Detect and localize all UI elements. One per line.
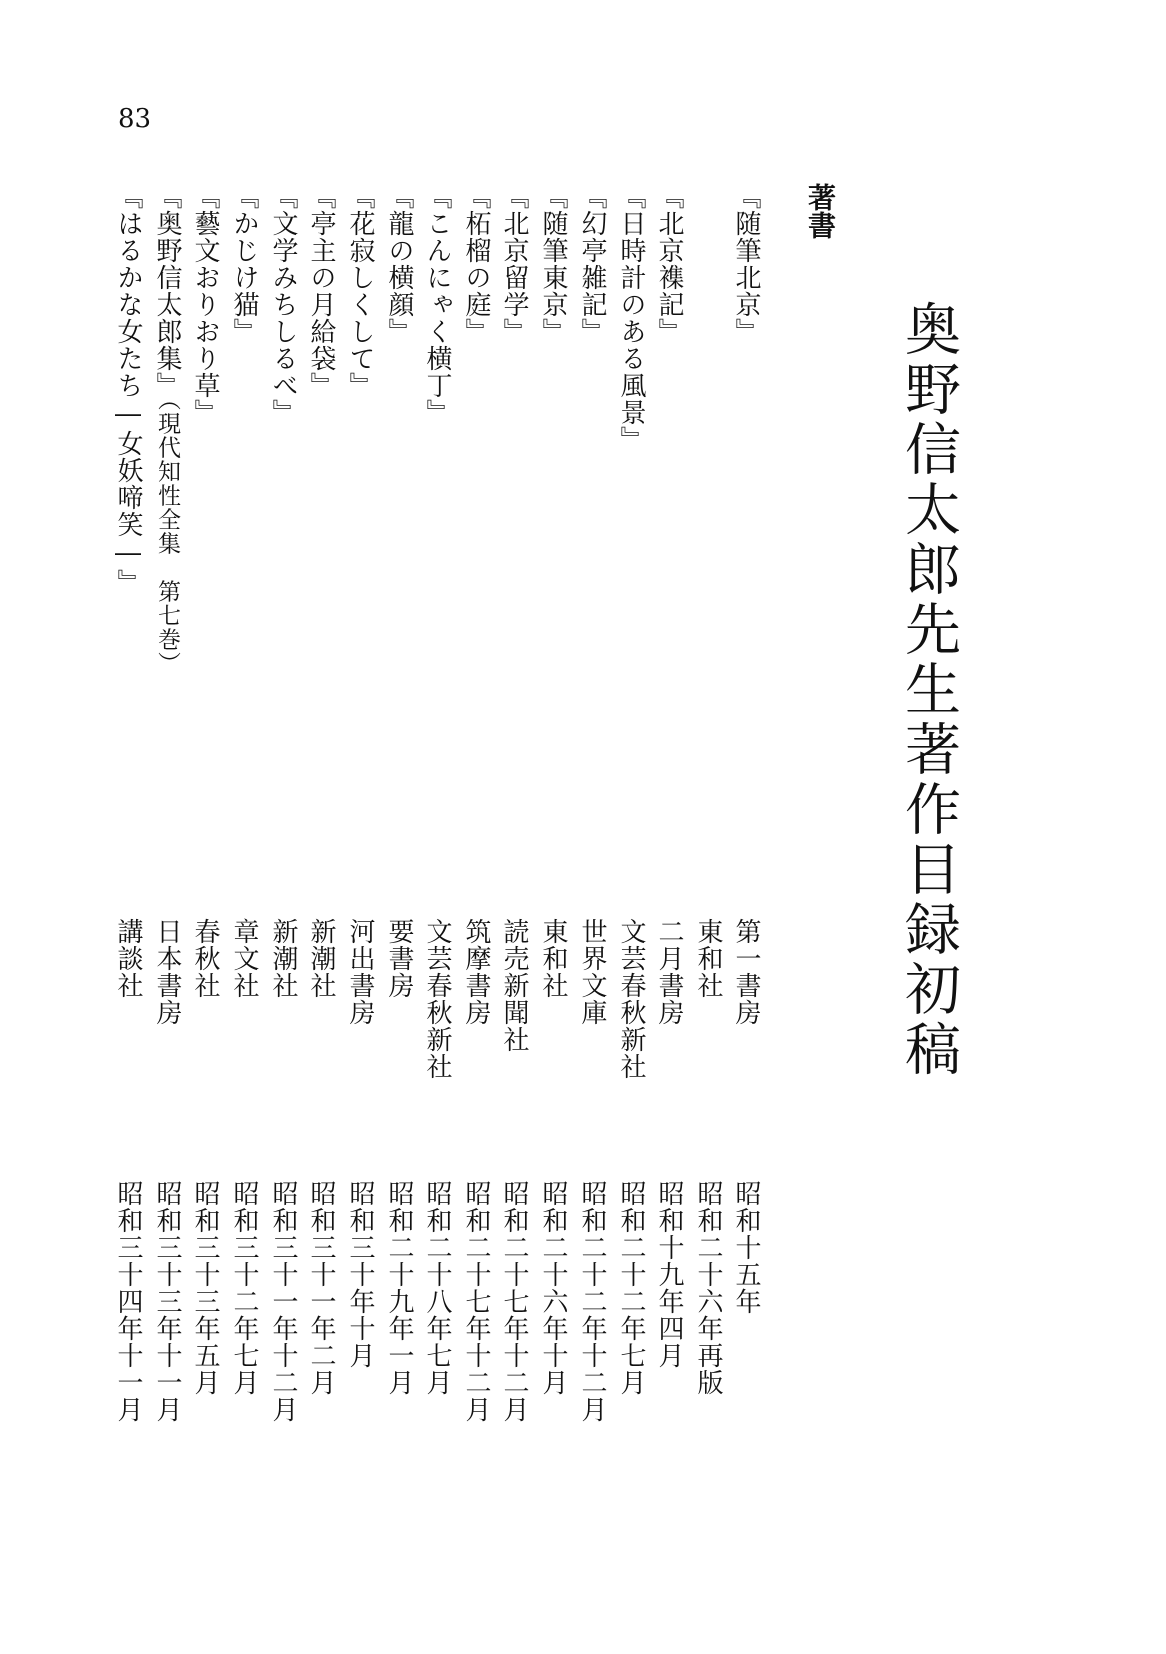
- publication-date: 昭和二十九年一月: [384, 1180, 414, 1396]
- publisher: 講談社: [113, 918, 143, 999]
- bibliography-entry: [192, 183, 236, 1463]
- book-title: 『北京留学』: [499, 183, 529, 345]
- bibliography-entry: [618, 183, 662, 1463]
- page-title: 奥野信太郎先生著作目録初稿: [896, 300, 961, 1080]
- book-title: 『日時計のある風景』: [616, 183, 646, 453]
- publisher: 文芸春秋新社: [422, 918, 452, 1080]
- bibliography-entry: [347, 183, 391, 1463]
- publisher: 第一書房: [731, 918, 761, 1026]
- bibliography-entry: [695, 183, 739, 1463]
- publisher: 文芸春秋新社: [616, 918, 646, 1080]
- book-title: 『藝文おりおり草』: [190, 183, 220, 426]
- publication-date: 昭和三十一年二月: [306, 1180, 336, 1396]
- publisher: 章文社: [229, 918, 259, 999]
- publication-date: 昭和三十三年十一月: [152, 1180, 182, 1423]
- publication-date: 昭和十九年四月: [654, 1180, 684, 1369]
- book-title: 『こんにゃく横丁』: [422, 183, 452, 426]
- bibliography-entry: [733, 183, 777, 1463]
- book-note: （現代知性全集 第七巻）: [154, 399, 180, 676]
- publisher: 日本書房: [152, 918, 182, 1026]
- publication-date: 昭和三十四年十一月: [113, 1180, 143, 1423]
- publication-date: 昭和三十三年五月: [190, 1180, 220, 1396]
- book-title: 『はるかな女たち―女妖啼笑―』: [113, 183, 143, 596]
- publication-date: 昭和三十一年十二月: [268, 1180, 298, 1423]
- publisher: 東和社: [693, 918, 723, 999]
- book-title: 『幻亭雑記』: [577, 183, 607, 345]
- publisher: 二月書房: [654, 918, 684, 1026]
- publication-date: 昭和二十六年十月: [538, 1180, 568, 1396]
- section-heading: 著書: [804, 183, 837, 239]
- publication-date: 昭和二十六年再版: [693, 1180, 723, 1396]
- bibliography-entry: [463, 183, 507, 1463]
- publisher: 世界文庫: [577, 918, 607, 1026]
- book-title: 『北京襍記』: [654, 183, 684, 345]
- publisher: 春秋社: [190, 918, 220, 999]
- publication-date: 昭和三十二年七月: [229, 1180, 259, 1396]
- publisher: 筑摩書房: [461, 918, 491, 1026]
- publisher: 新潮社: [268, 918, 298, 999]
- bibliography-entry: [270, 183, 314, 1463]
- publication-date: 昭和二十七年十二月: [461, 1180, 491, 1423]
- publisher: 東和社: [538, 918, 568, 999]
- publication-date: 昭和二十八年七月: [422, 1180, 452, 1396]
- publisher: 河出書房: [345, 918, 375, 1026]
- publication-date: 昭和二十二年七月: [616, 1180, 646, 1396]
- page-number: 83: [118, 104, 152, 134]
- bibliography-entry: [540, 183, 584, 1463]
- bibliography-entry: [656, 183, 700, 1463]
- book-title: 『龍の横顔』: [384, 183, 414, 345]
- bibliography-entry: [501, 183, 545, 1463]
- book-title: 『随筆北京』: [731, 183, 761, 345]
- bibliography-entry: [154, 183, 198, 1463]
- bibliography-entry: [115, 183, 159, 1463]
- book-title: 『随筆東京』: [538, 183, 568, 345]
- bibliography-entry: [579, 183, 623, 1463]
- publication-date: 昭和十五年: [731, 1180, 761, 1315]
- publisher: 新潮社: [306, 918, 336, 999]
- bibliography-entry: [231, 183, 275, 1463]
- publication-date: 昭和二十七年十二月: [499, 1180, 529, 1423]
- book-title-text: 『奥野信太郎集』: [152, 183, 182, 399]
- bibliography-entry: [308, 183, 352, 1463]
- publication-date: 昭和二十二年十二月: [577, 1180, 607, 1423]
- book-title: 『柘榴の庭』: [461, 183, 491, 345]
- book-title: 『かじけ猫』: [229, 183, 259, 345]
- publication-date: 昭和三十年十月: [345, 1180, 375, 1369]
- bibliography-entry: [424, 183, 468, 1463]
- book-title: 『亭主の月給袋』: [306, 183, 336, 399]
- book-title: 『文学みちしるべ』: [268, 183, 298, 426]
- publisher: 要書房: [384, 918, 414, 999]
- book-title: 『花寂しくして』: [345, 183, 375, 399]
- publisher: 読売新聞社: [499, 918, 529, 1053]
- bibliography-entry: [386, 183, 430, 1463]
